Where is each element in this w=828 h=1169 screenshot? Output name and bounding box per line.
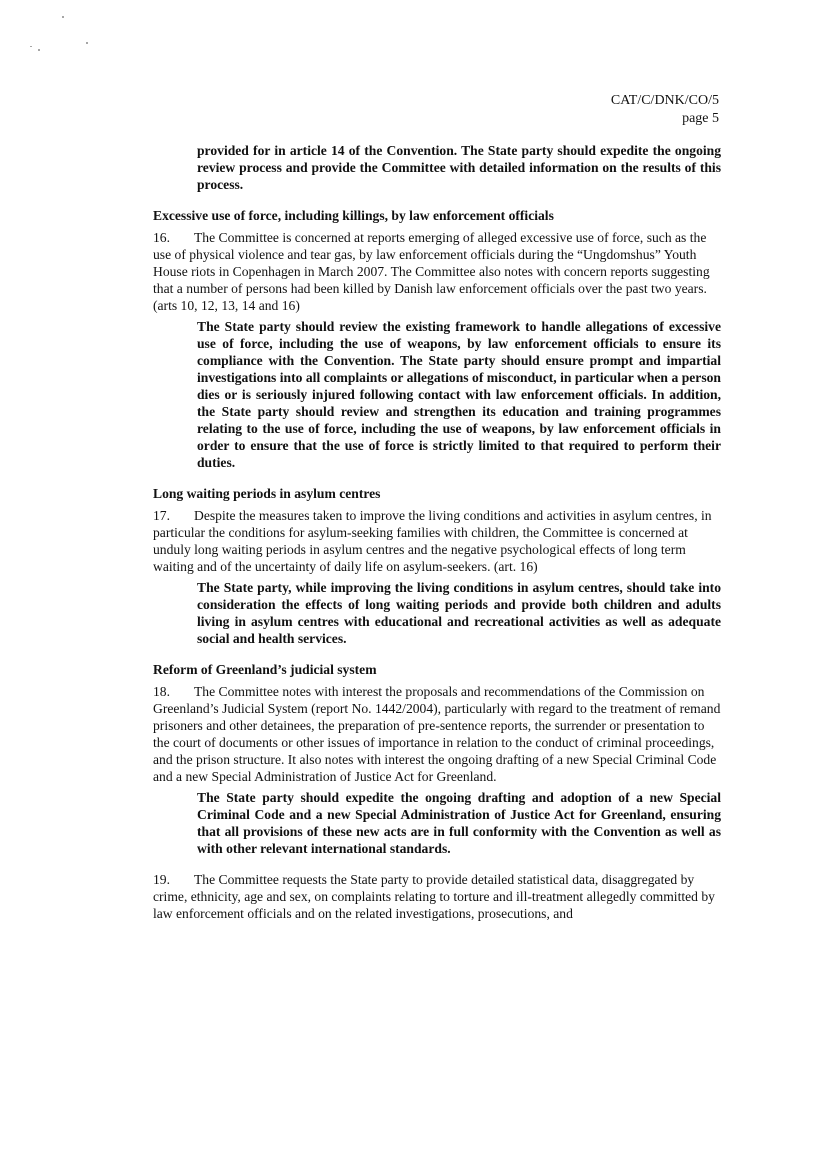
scan-speck xyxy=(38,49,40,51)
document-body xyxy=(153,142,721,922)
scan-speck xyxy=(30,46,32,47)
paragraph-number: 19. xyxy=(153,872,170,887)
paragraph-17 xyxy=(153,507,721,575)
paragraph-number: 17. xyxy=(153,508,170,523)
paragraph-number: 16. xyxy=(153,230,170,245)
recommendation-17: The State party, while improving the living conditions in asylum centres, should take into consideration the effects of long waiting periods and provide both children and adults living in asylum centres with educational and recreational activities as well as adequate social and health services. xyxy=(197,580,721,646)
paragraph-number: 18. xyxy=(153,684,170,699)
paragraph-text: The Committee notes with interest the proposals and recommendations of the Commission on Greenland’s Judicial System (report No. 1442/2004), particularly with regard to the treatment of remand prisoners and other detainees, the preparation of pre-sentence reports, the surrender or presentation to the court of documents or other issues of importance in relation to the conduct of criminal proceedings, and the prison structure. It also notes with interest the ongoing drafting of a new Special Criminal Code and a new Special Administration of Justice Act for Greenland. xyxy=(153,684,721,784)
scan-speck xyxy=(86,42,88,44)
document-symbol: CAT/C/DNK/CO/5 xyxy=(610,93,719,108)
scan-speck xyxy=(62,16,64,18)
paragraph-18 xyxy=(153,683,721,785)
section-heading-greenland-judicial: Reform of Greenland’s judicial system xyxy=(153,662,377,677)
document-header xyxy=(611,92,719,128)
section-heading-excessive-force: Excessive use of force, including killings, by law enforcement officials xyxy=(153,208,554,223)
continuation-recommendation: provided for in article 14 of the Convention. The State party should expedite the ongoing review process and provide the Committee with detailed information on the results of this process. xyxy=(197,143,721,192)
recommendation-18: The State party should expedite the ongoing drafting and adoption of a new Special Criminal Code and a new Special Administration of Justice Act for Greenland, ensuring that all provisions of these new acts are in full conformity with the Convention as well as with other relevant international standards. xyxy=(197,790,721,856)
recommendation-16: The State party should review the existing framework to handle allegations of excessive use of force, including the use of weapons, by law enforcement officials to ensure its compliance with the Convention. The State party should ensure prompt and impartial investigations into all complaints or allegations of misconduct, in particular when a person dies or is seriously injured following contact with law enforcement officials. In addition, the State party should review and strengthen its education and training programmes relating to the use of force, including the use of weapons, by law enforcement officials in order to ensure that the use of force is strictly limited to that required to perform their duties. xyxy=(197,319,721,470)
paragraph-16 xyxy=(153,229,721,314)
page-number: page 5 xyxy=(682,111,719,126)
paragraph-text: Despite the measures taken to improve the living conditions and activities in asylum centres, in particular the conditions for asylum-seeking families with children, the Committee is concerned at unduly long waiting periods in asylum centres and the negative psychological effects of long term waiting and of the uncertainty of daily life on asylum-seekers. (art. 16) xyxy=(153,508,712,574)
paragraph-text: The Committee requests the State party to provide detailed statistical data, disaggregated by crime, ethnicity, age and sex, on complaints relating to torture and ill-treatment allegedly committed by law enforcement officials and on the related investigations, prosecutions, and xyxy=(153,872,715,921)
section-heading-asylum-centres: Long waiting periods in asylum centres xyxy=(153,486,381,501)
paragraph-text: The Committee is concerned at reports emerging of alleged excessive use of force, such as the use of physical violence and tear gas, by law enforcement officials during the “Ungdomshus” Youth House riots in Copenhagen in March 2007. The Committee also notes with concern reports suggesting that a number of persons had been killed by Danish law enforcement officials over the past two years. (arts 10, 12, 13, 14 and 16) xyxy=(153,230,710,313)
paragraph-19 xyxy=(153,871,721,922)
